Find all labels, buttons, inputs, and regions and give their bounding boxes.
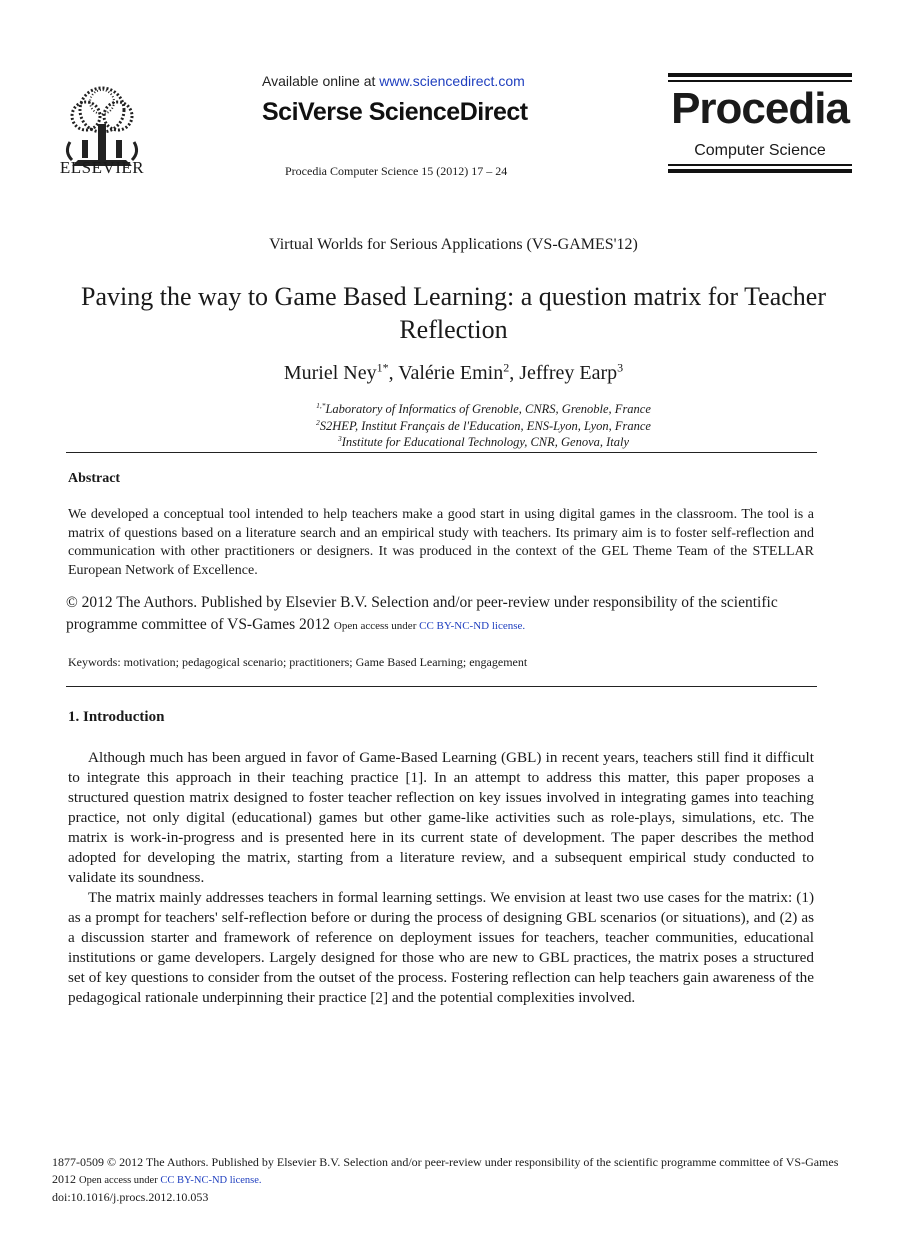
footer-copyright-text: 1877-0509 © 2012 The Authors. Published by Elsevier B.V. Selection and/or peer-review under responsibility of the scientific programme committee of VS-Games 2012: [52, 1155, 839, 1186]
affiliations: [0, 401, 907, 451]
page-footer: [52, 1154, 862, 1206]
affiliation-text: Laboratory of Informatics of Grenoble, CNRS, Grenoble, France: [325, 402, 651, 416]
affiliation-line: [0, 418, 907, 435]
procedia-wordmark: Procedia: [671, 84, 849, 133]
journal-reference: Procedia Computer Science 15 (2012) 17 – 24: [285, 164, 508, 178]
author-name: Valérie Emin: [398, 362, 504, 384]
copyright-notice: [66, 592, 836, 637]
body-paragraph: The matrix mainly addresses teachers in formal learning settings. We envision at least two use cases for the matrix: (1) as a prompt for teachers' self-reflection before or during the process of designing GBL scenarios (or situations), and (2) as a discussion starter and framework of reference on deployment issues for teachers, teacher communities, educational institutions or game developers. Largely designed for those who are new to GBL practices, the matrix poses a structured set of key questions to consider from the outset of the process. Fostering reflection can help teachers gain awareness of the pedagogical rationale underpinning their practice [2] and the potential complexities involved.: [68, 889, 814, 1006]
footer-license-link[interactable]: CC BY-NC-ND license.: [160, 1174, 262, 1186]
footer-doi: doi:10.1016/j.procs.2012.10.053: [52, 1190, 209, 1204]
procedia-subtitle: Computer Science: [694, 142, 826, 159]
conference-name: Virtual Worlds for Serious Applications (VS-GAMES'12): [269, 236, 638, 253]
abstract-text: We developed a conceptual tool intended to help teachers make a good start in using digital games in the classroom. The tool is a matrix of questions based on a literature search and an empirical study with teachers. Its primary aim is to foster self-reflection and communication with other practitioners or designers. It was produced in the context of the GEL Theme Team of the STELLAR European Network of Excellence.: [68, 507, 814, 578]
footer-copyright: [52, 1154, 862, 1189]
author-mark: 1*: [376, 360, 389, 375]
available-prefix: Available online at: [262, 73, 380, 89]
abstract-heading: Abstract: [68, 471, 121, 486]
divider: [66, 686, 817, 687]
affiliation-line: [0, 401, 907, 418]
affiliation-mark: 1,*: [316, 400, 326, 410]
author-mark: 2: [503, 360, 510, 375]
procedia-logo: [668, 73, 852, 176]
author-list: [0, 362, 907, 385]
affiliation-text: S2HEP, Institut Français de l'Education, ENS-Lyon, Lyon, France: [319, 418, 651, 433]
keywords: Keywords: motivation; pedagogical scenario; practitioners; Game Based Learning; engagement: [68, 655, 528, 669]
section-heading-introduction: 1. Introduction: [68, 709, 165, 725]
copyright-text: © 2012 The Authors. Published by Elsevier B.V. Selection and/or peer-review under responsibility of the scientific programme committee of VS-Games 2012: [66, 594, 778, 633]
author-mark: 3: [617, 360, 624, 375]
author-name: Jeffrey Earp: [519, 362, 618, 384]
footer-open-access: Open access under: [79, 1174, 161, 1186]
sciencedirect-link[interactable]: www.sciencedirect.com: [379, 73, 525, 89]
affiliation-mark: 3: [337, 433, 342, 443]
license-link[interactable]: CC BY-NC-ND license.: [419, 620, 526, 632]
author-separator: ,: [509, 362, 520, 384]
divider: [66, 452, 817, 453]
paper-title: Paving the way to Game Based Learning: a question matrix for Teacher Reflection: [81, 282, 826, 344]
affiliation-line: [0, 434, 907, 451]
author-name: Muriel Ney: [283, 362, 377, 384]
body-paragraph: Although much has been argued in favor of Game-Based Learning (GBL) in recent years, teachers still find it difficult to integrate this approach in their teaching practice [1]. In an attempt to address this matter, this paper proposes a structured question matrix designed to foster teacher reflection on key issues involved in integrating games into teaching practice, not only digital (educational) games but other game-like activities such as role-plays, simulations, etc. The matrix is work-in-progress and is presented here in its current state of development. The paper describes the method adopted for developing the matrix, starting from a literature review, and a subsequent empirical study conducted to validate its soundness.: [68, 749, 814, 886]
affiliation-mark: 2: [316, 417, 320, 427]
available-online-line: [262, 73, 525, 89]
open-access-text: Open access under: [333, 620, 420, 632]
author-separator: ,: [388, 362, 399, 384]
elsevier-wordmark: ELSEVIER: [59, 158, 145, 177]
affiliation-text: Institute for Educational Technology, CNR, Genova, Italy: [341, 435, 630, 449]
sciverse-sciencedirect-logo: SciVerse ScienceDirect: [262, 98, 528, 126]
